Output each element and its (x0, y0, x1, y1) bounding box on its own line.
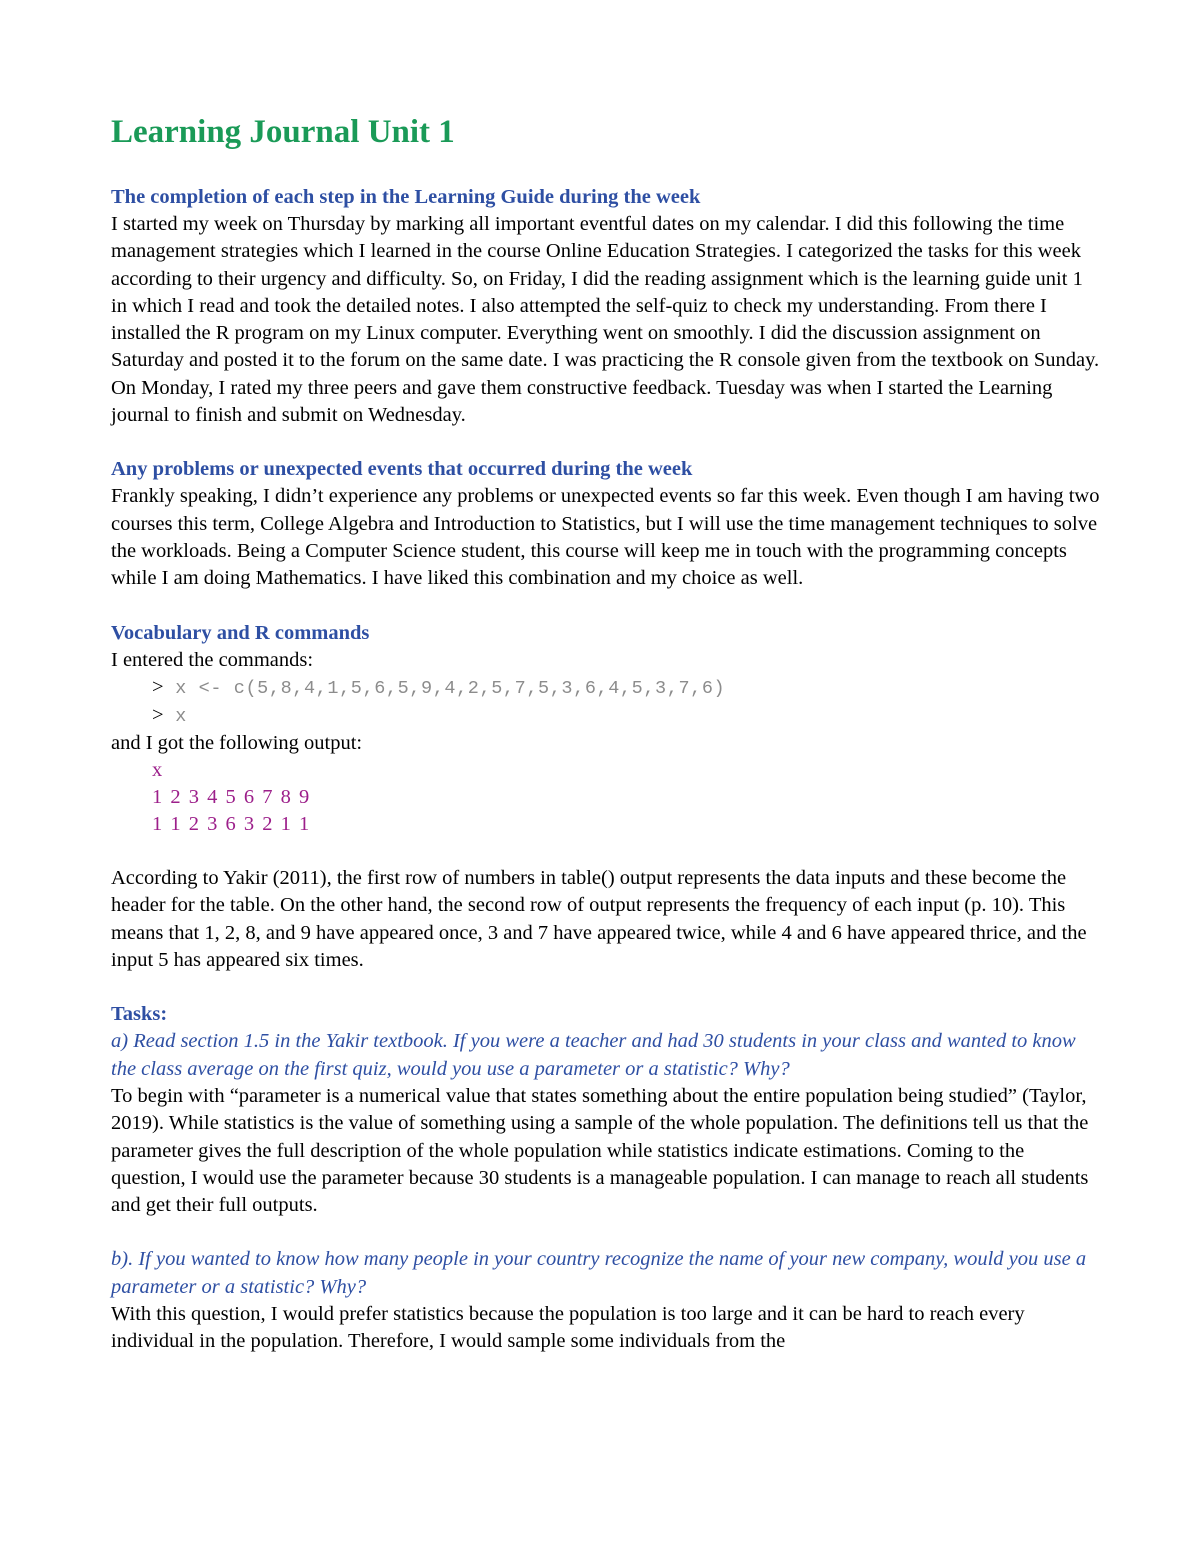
task-b-answer: With this question, I would prefer statistics because the population is too large and it can be hard to reach every individual in the population. Therefore, I would sample some individuals from the (111, 1303, 1025, 1353)
r-command-2: x (163, 705, 187, 727)
output-intro: and I got the following output: (111, 731, 363, 754)
section-heading-vocabulary: Vocabulary and R commands (111, 621, 370, 644)
task-a-question: a) Read section 1.5 in the Yakir textbook. If you were a teacher and had 30 students in your class and wanted to know the class average on the first quiz, would you use a parameter or a statistic? Why? (111, 1030, 1076, 1080)
section-heading-tasks: Tasks: (111, 1003, 168, 1026)
task-b-question: b). If you wanted to know how many people in your country recognize the name of your new company, would you use a parameter or a statistic? Why? (111, 1248, 1087, 1298)
r-prompt: > (152, 675, 164, 698)
spacer (111, 1219, 1101, 1246)
output-explanation: According to Yakir (2011), the first row of numbers in table() output represents the data inputs and these become the header for the table. On the other hand, the second row of output represents the frequency of each input (p. 10). This means that 1, 2, 8, and 9 have appeared once, 3 and 7 have appeared twice, while 4 and 6 have appeared thrice, and the input 5 has appeared six times. (111, 867, 1087, 972)
document-title: Learning Journal Unit 1 (111, 114, 455, 150)
section-completion (111, 184, 1101, 429)
section-body-problems: Frankly speaking, I didn’t experience any problems or unexpected events so far this week. Even though I am having two courses this term, College Algebra and Introduction to Statistics, but I will use the time management techniques to solve the workloads. Being a Computer Science student, this course will keep me in touch with the programming concepts while I am doing Mathematics. I have liked this combination and my choice as well. (111, 485, 1100, 590)
r-output-row-frequencies: 1 1 2 3 6 3 2 1 1 (152, 813, 311, 836)
section-body-completion: I started my week on Thursday by marking all important eventful dates on my calendar. I did this following the time management strategies which I learned in the course Online Education Strategies. I categorized the tasks for this week according to their urgency and difficulty. So, on Friday, I did the reading assignment which is the learning guide unit 1 in which I read and took the detailed notes. I also attempted the self-quiz to check my understanding. From there I installed the R program on my Linux computer. Everything went on smoothly. I did the discussion assignment on Saturday and posted it to the forum on the same date. I was practicing the R console given from the textbook on Sunday. On Monday, I rated my three peers and gave them constructive feedback. Tuesday was when I started the Learning journal to finish and submit on Wednesday. (111, 213, 1100, 427)
r-output-row-values: 1 2 3 4 5 6 7 8 9 (152, 786, 311, 809)
task-a-answer: To begin with “parameter is a numerical value that states something about the entire population being studied” (Taylor, 2019). While statistics is the value of something using a sample of the whole population. The definitions tell us that the parameter gives the full description of the whole population while statistics indicate estimations. Coming to the question, I would use the parameter because 30 students is a manageable population. I can manage to reach all students and get their full outputs. (111, 1084, 1089, 1217)
r-prompt: > (152, 703, 164, 726)
spacer (111, 838, 1101, 865)
section-heading-problems: Any problems or unexpected events that occurred during the week (111, 458, 693, 481)
section-vocabulary (111, 620, 1101, 975)
r-command-line-2 (111, 702, 1101, 730)
document-page (111, 108, 1101, 1383)
r-command-1: x <- c(5,8,4,1,5,6,5,9,4,2,5,7,5,3,6,4,5,3,7,6) (163, 677, 726, 699)
commands-intro: I entered the commands: (111, 648, 314, 671)
section-heading-completion: The completion of each step in the Learning Guide during the week (111, 186, 701, 208)
section-problems (111, 456, 1101, 592)
r-output-label: x (152, 759, 164, 782)
r-command-line-1 (111, 674, 1101, 702)
section-tasks (111, 1001, 1101, 1355)
